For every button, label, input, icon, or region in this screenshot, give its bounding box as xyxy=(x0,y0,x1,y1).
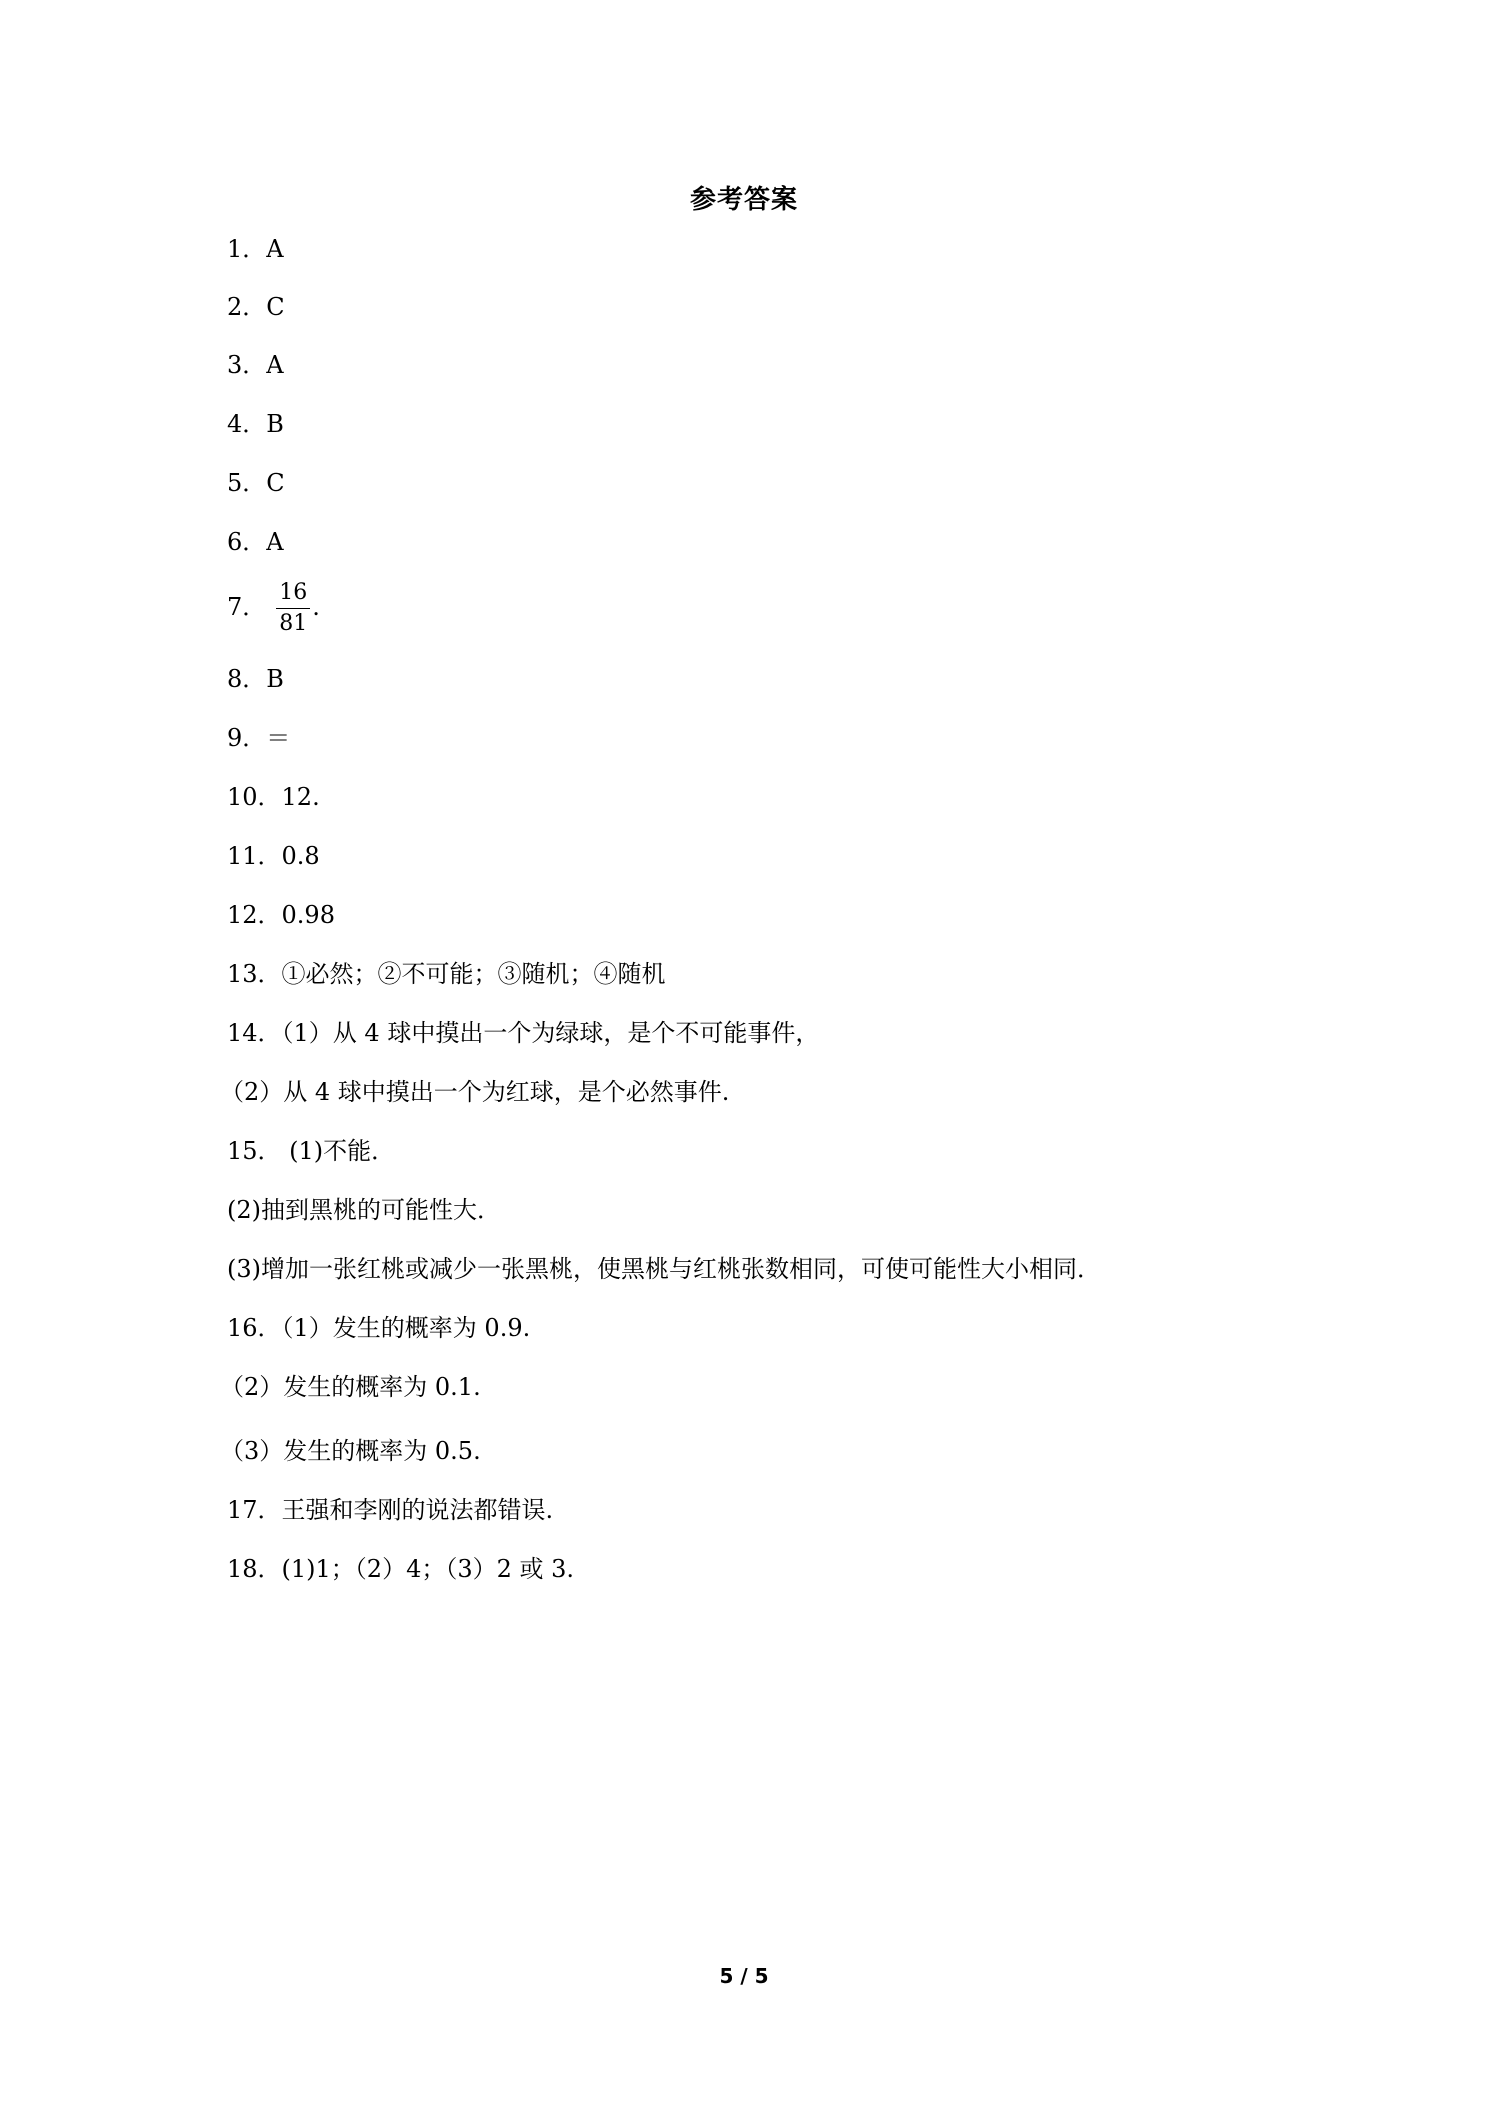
answer-16-part-2: （2）发生的概率为 0.1. xyxy=(220,1373,481,1401)
answer-5: 5．C xyxy=(227,469,285,497)
answer-14-part-1: 14．（1）从 4 球中摸出一个为绿球，是个不可能事件， xyxy=(227,1019,820,1047)
fraction-denominator: 81 xyxy=(279,611,308,636)
answer-15-part-1: 15． (1)不能． xyxy=(227,1137,396,1165)
answer-15-part-2: (2)抽到黑桃的可能性大． xyxy=(227,1196,501,1224)
answer-7 xyxy=(227,580,320,637)
answer-12: 12．0.98 xyxy=(227,901,335,929)
answer-3: 3．A xyxy=(227,351,284,379)
answer-16-part-3: （3）发生的概率为 0.5. xyxy=(220,1437,481,1465)
fraction xyxy=(276,580,310,637)
answer-11: 11．0.8 xyxy=(227,842,320,870)
answer-4: 4．B xyxy=(227,410,284,438)
page-number: 5 / 5 xyxy=(719,1964,769,1988)
answer-7-suffix: . xyxy=(312,593,320,621)
answer-16-part-1: 16．（1）发生的概率为 0.9. xyxy=(227,1314,531,1342)
answer-1: 1．A xyxy=(227,235,284,263)
answer-8: 8．B xyxy=(227,665,284,693)
answer-13: 13．①必然；②不可能；③随机；④随机 xyxy=(227,960,666,988)
answer-10: 10．12. xyxy=(227,783,320,811)
answer-18: 18．(1)1；（2）4；（3）2 或 3. xyxy=(227,1555,575,1583)
fraction-numerator: 16 xyxy=(276,580,310,609)
answer-17: 17．王强和李刚的说法都错误. xyxy=(227,1496,554,1524)
answer-9: 9．＝ xyxy=(227,724,291,752)
answer-6: 6．A xyxy=(227,528,284,556)
answer-14-part-2: （2）从 4 球中摸出一个为红球，是个必然事件. xyxy=(220,1078,730,1106)
answer-2: 2．C xyxy=(227,293,285,321)
page-title: 参考答案 xyxy=(689,185,798,215)
answer-15-part-3: (3)增加一张红桃或减少一张黑桃，使黑桃与红桃张数相同，可使可能性大小相同． xyxy=(227,1255,1101,1283)
answer-7-prefix: 7． xyxy=(227,593,267,621)
